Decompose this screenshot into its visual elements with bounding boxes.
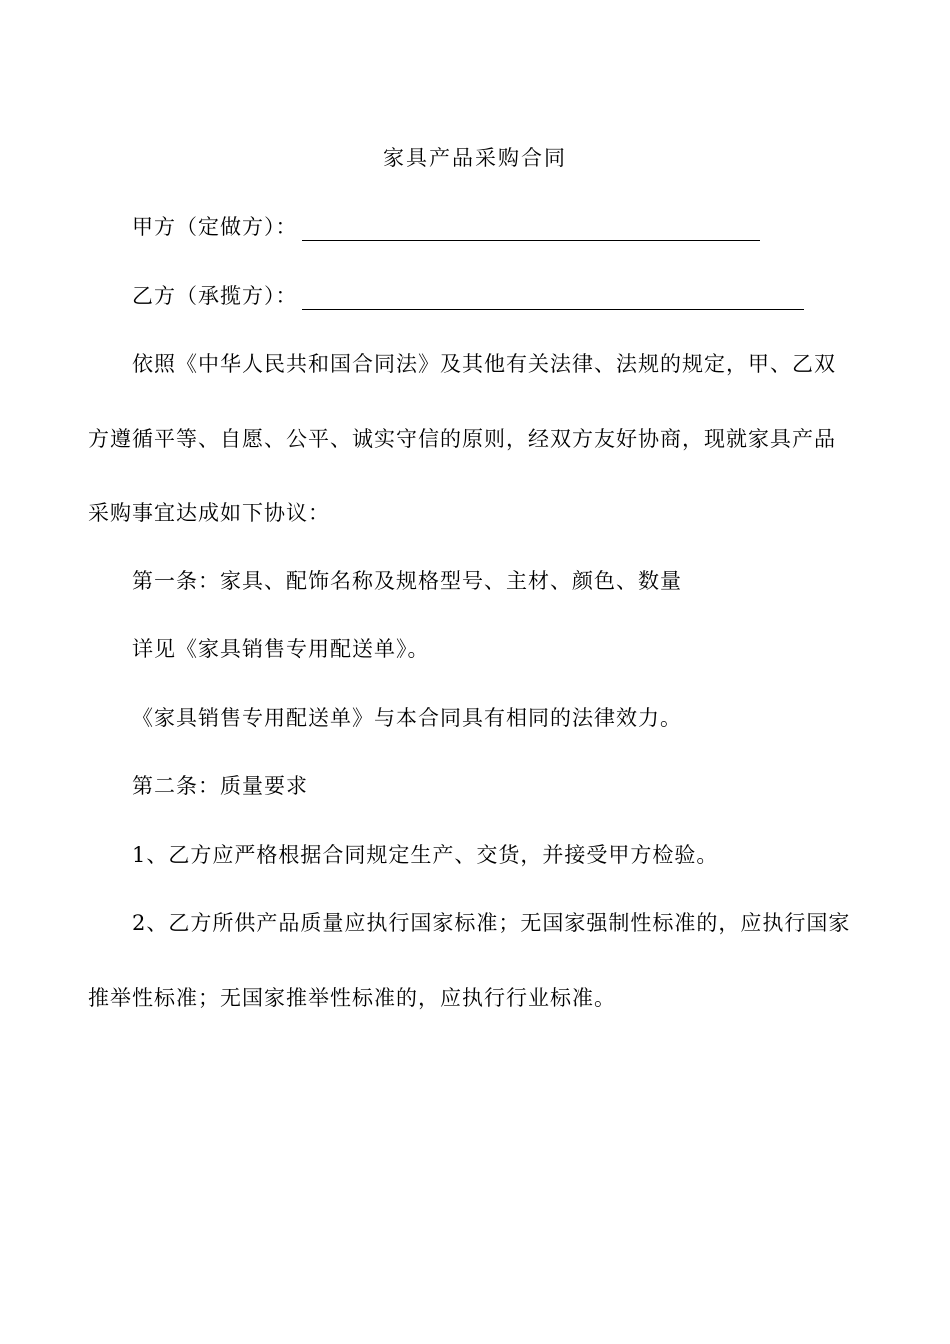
article-1-line-2: 《家具销售专用配送单》与本合同具有相同的法律效力。 bbox=[132, 706, 682, 730]
intro-line-2: 方遵循平等、自愿、公平、诚实守信的原则，经双方友好协商，现就家具产品 bbox=[88, 427, 836, 451]
party-a-row bbox=[132, 213, 760, 241]
party-a-label: 甲方（定做方）： bbox=[132, 215, 298, 239]
article-2-item-2-line-2: 推举性标准；无国家推举性标准的，应执行行业标准。 bbox=[88, 986, 616, 1010]
document-title: 家具产品采购合同 bbox=[383, 146, 567, 170]
intro-line-3: 采购事宜达成如下协议： bbox=[88, 501, 330, 525]
article-1-heading: 第一条：家具、配饰名称及规格型号、主材、颜色、数量 bbox=[132, 569, 682, 593]
article-1-line-1: 详见《家具销售专用配送单》。 bbox=[132, 637, 430, 661]
party-b-blank-line bbox=[302, 287, 804, 310]
party-b-label: 乙方（承揽方）： bbox=[132, 284, 298, 308]
intro-line-1: 依照《中华人民共和国合同法》及其他有关法律、法规的规定，甲、乙双 bbox=[132, 352, 836, 376]
party-b-row bbox=[132, 282, 804, 310]
party-a-blank-line bbox=[302, 218, 760, 241]
article-2-item-1: 1、乙方应严格根据合同规定生产、交货，并接受甲方检验。 bbox=[132, 843, 719, 867]
article-2-heading: 第二条：质量要求 bbox=[132, 774, 308, 798]
article-2-item-2-line-1: 2、乙方所供产品质量应执行国家标准；无国家强制性标准的，应执行国家 bbox=[132, 911, 851, 935]
